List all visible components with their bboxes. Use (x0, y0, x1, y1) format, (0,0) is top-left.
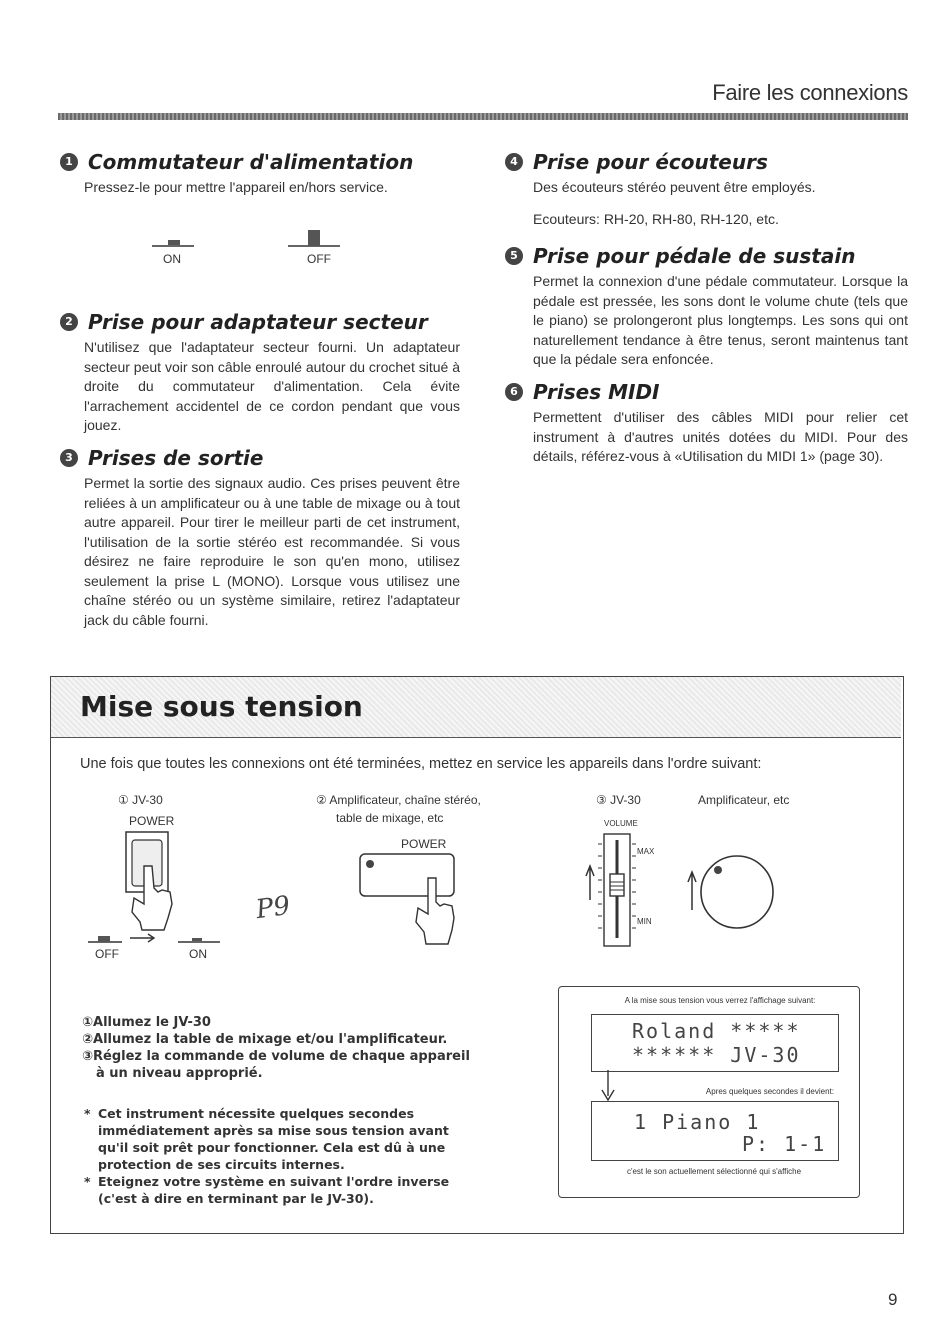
lcd-startup-line-1: Roland ***** (632, 1019, 801, 1043)
section-power-switch (60, 150, 460, 198)
volume-max-label: MAX (637, 847, 655, 856)
lcd-patch-screen (591, 1101, 839, 1161)
section-number: 4 (505, 153, 523, 171)
section-title (60, 446, 460, 470)
section-title (505, 380, 908, 404)
fig3-label: ③ JV-30 (596, 793, 641, 807)
page-number: 9 (888, 1290, 898, 1309)
section-title-text: Prises MIDI (533, 380, 660, 404)
lcd-startup-line-2: ****** JV-30 (632, 1043, 801, 1067)
power-on-notes (84, 1105, 464, 1207)
fig1-power-label: POWER (129, 814, 175, 828)
section-title-text: Prise pour adaptateur secteur (88, 310, 428, 334)
down-arrow-icon (598, 1070, 618, 1102)
section-title (505, 244, 908, 268)
note-marker: * (84, 1106, 91, 1121)
section-title-text: Prise pour pédale de sustain (533, 244, 856, 268)
section-text: Permet la connexion d'une pédale commutateur. Lorsque la pédale est pressée, les sons dont le volume chute (tels que le piano) se prolongeront plus longtemps. Les sons qui ont naturellement tendance à être tenus, seront maintenus tant que la pédale sera enfoncée. (533, 273, 908, 367)
power-on-intro: Une fois que toutes les connexions ont été terminées, mettez en service les appareils dans l'ordre suivant: (80, 756, 762, 772)
section-title (60, 310, 460, 334)
power-on-steps (82, 1014, 472, 1082)
fig2-label: ② Amplificateur, chaîne stéréo, (316, 793, 481, 807)
section-number: 3 (60, 449, 78, 467)
fig1-off-label: OFF (95, 947, 119, 961)
section-outputs (60, 446, 460, 630)
display-caption-bottom: c'est le son actuellement sélectionné qui s'affiche (626, 1167, 802, 1176)
fig1-power-switch-hand-illustration (82, 826, 232, 956)
lcd-startup-screen (591, 1014, 839, 1072)
section-title-text: Prise pour écouteurs (533, 150, 768, 174)
header-rule (58, 113, 908, 120)
section-text: Permet la sortie des signaux audio. Ces prises peuvent être reliées à un amplificateur ou à une table de mixage ou à tout autre appareil. Pour tirer le meilleur parti de cet instrument, l'utilisation de la sortie stéréo est recommandée. Si vous désirez ne faire reproduire le son qu'en mono, utilisez seulement la prise L (MONO). Lorsque vous utilisez une chaîne stéréo ou un système similaire, retirez l'adaptateur jack du câble fourni. (84, 475, 460, 628)
fig2-power-button-hand-illustration (356, 850, 466, 950)
section-text-2: Ecouteurs: RH-20, RH-80, RH-120, etc. (533, 210, 779, 227)
note-1 (84, 1105, 464, 1173)
fig2-label-2: table de mixage, etc (336, 811, 444, 825)
section-ac-adaptor (60, 310, 460, 436)
section-number: 5 (505, 247, 523, 265)
section-number: 1 (60, 153, 78, 171)
handwritten-mark: P9 (254, 890, 292, 926)
note-marker: * (84, 1174, 91, 1189)
section-text: Des écouteurs stéréo peuvent être employés. (533, 179, 816, 195)
section-text: Pressez-le pour mettre l'appareil en/hors service. (84, 179, 388, 195)
section-text: N'utilisez que l'adaptateur secteur fourni. Un adaptateur secteur peut voir son câble enroulé autour du crochet situé à droite du commutateur d'alimentation. Cela évite l'arrachement accidentel de ce cordon pendant que vous jouez. (84, 339, 460, 433)
note-2 (84, 1173, 464, 1207)
section-title-text: Prises de sortie (88, 446, 264, 470)
volume-min-label: MIN (637, 917, 652, 926)
display-caption-top: A la mise sous tension vous verrez l'affichage suivant: (624, 996, 816, 1005)
switch-off-label: OFF (307, 252, 331, 266)
step-3-cont: à un niveau approprié. (96, 1066, 263, 1081)
step-1: ①Allumez le JV-30 (82, 1015, 211, 1030)
note-text: Cet instrument nécessite quelques secondes immédiatement après sa mise sous tension avant qu'il soit prêt pour fonctionner. Cela est dû à une protection de ses circuits internes. (98, 1106, 449, 1172)
fig3-amp-label: Amplificateur, etc (698, 793, 790, 807)
lcd-patch-line-1: 1 Piano 1 (634, 1110, 761, 1134)
section-sustain (505, 244, 908, 370)
note-text: Eteignez votre système en suivant l'ordre inverse (c'est à dire en terminant par le JV-30). (98, 1174, 450, 1206)
section-number: 2 (60, 313, 78, 331)
section-midi (505, 380, 908, 467)
section-title-text: Commutateur d'alimentation (88, 150, 414, 174)
lcd-patch-line-2: P: 1-1 (742, 1132, 827, 1156)
fig1-label: ① JV-30 (118, 793, 163, 807)
section-title (60, 150, 460, 174)
page-header-title: Faire les connexions (712, 80, 908, 105)
section-number: 6 (505, 383, 523, 401)
section-headphones (505, 150, 908, 229)
step-2: ②Allumez la table de mixage et/ou l'amplificateur. (82, 1032, 448, 1047)
fig1-on-label: ON (189, 947, 207, 961)
volume-label: VOLUME (604, 819, 638, 828)
step-3: ③Réglez la commande de volume de chaque appareil (82, 1049, 470, 1064)
fig2-power-label: POWER (401, 837, 447, 851)
section-title (505, 150, 908, 174)
power-on-title: Mise sous tension (80, 690, 363, 723)
switch-on-label: ON (163, 252, 181, 266)
display-caption-mid: Apres quelques secondes il devient: (705, 1087, 834, 1096)
section-text: Permettent d'utiliser des câbles MIDI pour relier cet instrument à d'autres unités dotées du MIDI. Pour des détails, référez-vous à «Utilisation du MIDI 1» (page 30). (533, 409, 908, 464)
fig3-volume-slider-knob-illustration (582, 830, 782, 950)
